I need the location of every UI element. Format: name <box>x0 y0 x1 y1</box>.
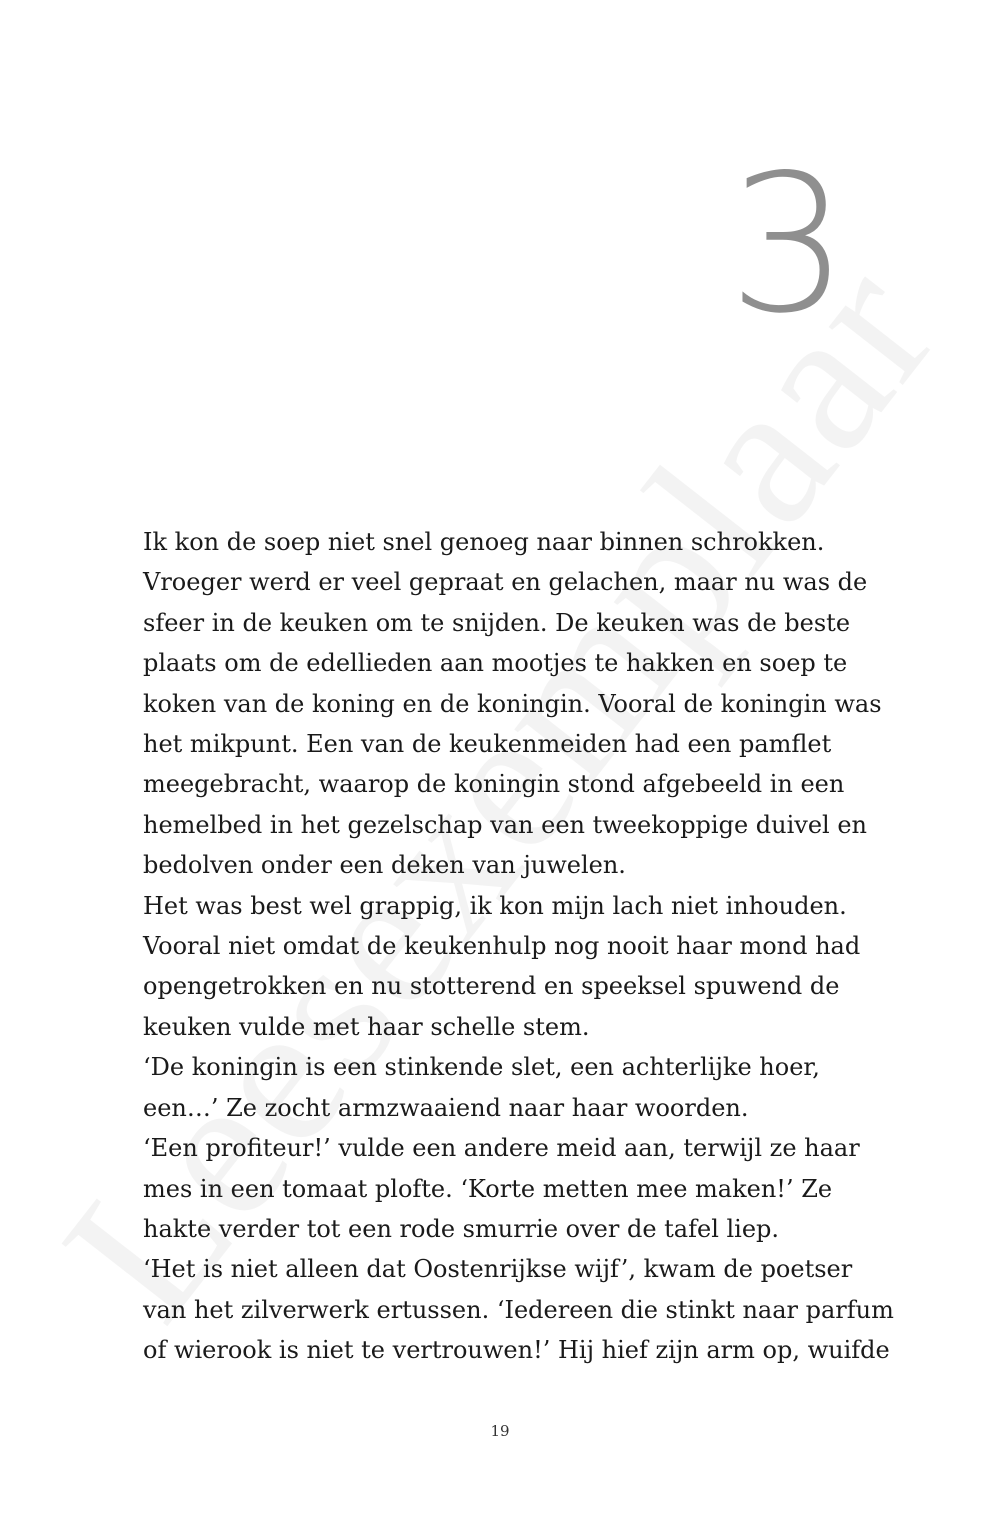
text-line: Het was best wel grappig, ik kon mijn lach niet inhouden. <box>143 891 847 920</box>
text-line: Vroeger werd er veel gepraat en gelachen, maar nu was de <box>143 568 868 597</box>
text-line: een…’ Ze zocht armzwaaiend naar haar woorden. <box>143 1093 749 1122</box>
text-line: plaats om de edellieden aan mootjes te hakken en soep te <box>143 649 848 678</box>
text-line: keuken vulde met haar schelle stem. <box>143 1012 590 1041</box>
text-line: Ik kon de soep niet snel genoeg naar binnen schrokken. <box>143 528 825 556</box>
text-line: Vooral niet omdat de keukenhulp nog nooit haar mond had <box>143 932 861 961</box>
text-line: van het zilverwerk ertussen. ‘Iedereen die stinkt naar parfum <box>143 1295 894 1324</box>
text-line: ‘De koningin is een stinkende slet, een achterlijke hoer, <box>143 1053 820 1082</box>
text-line: hakte verder tot een rode smurrie over de tafel liep. <box>143 1214 780 1243</box>
text-line: het mikpunt. Een van de keukenmeiden had een pamflet <box>143 730 832 759</box>
text-line: hemelbed in het gezelschap van een tweekoppige duivel en <box>143 810 868 839</box>
chapter-number: 3 <box>728 134 849 355</box>
text-line: of wierook is niet te vertrouwen!’ Hij hief zijn arm op, wuifde <box>143 1336 890 1365</box>
body-text <box>143 522 894 1371</box>
text-line: ‘Een profiteur!’ vulde een andere meid aan, terwijl ze haar <box>143 1134 860 1163</box>
text-line: mes in een tomaat plofte. ‘Korte metten mee maken!’ Ze <box>143 1174 833 1203</box>
text-line: opengetrokken en nu stotterend en speeksel spuwend de <box>143 972 840 1001</box>
text-line: meegebracht, waarop de koningin stond afgebeeld in een <box>143 770 845 799</box>
text-line: koken van de koning en de koningin. Vooral de koningin was <box>143 689 882 718</box>
text-line: ‘Het is niet alleen dat Oostenrijkse wijf’, kwam de poetser <box>143 1255 853 1284</box>
text-line: bedolven onder een deken van juwelen. <box>143 851 626 880</box>
text-line: sfeer in de keuken om te snijden. De keuken was de beste <box>143 608 851 637</box>
page-number: 19 <box>490 1422 510 1440</box>
